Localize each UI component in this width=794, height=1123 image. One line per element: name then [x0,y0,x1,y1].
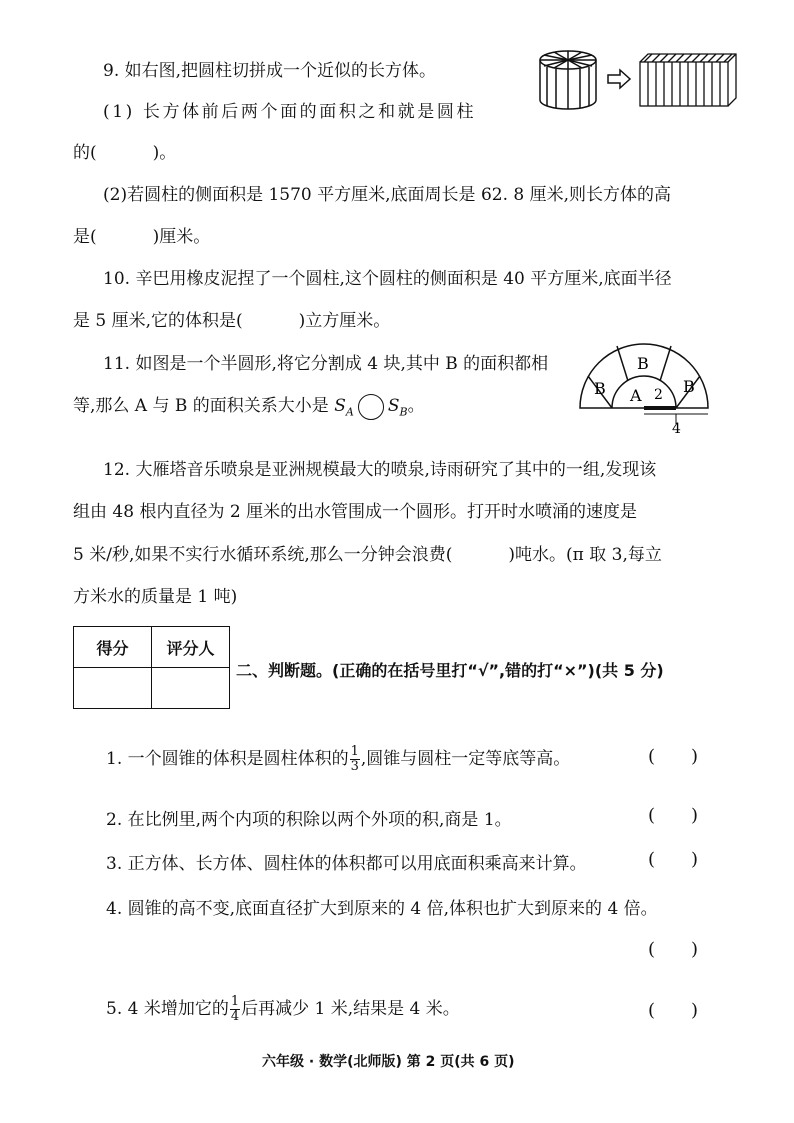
label-a: A [630,386,642,405]
label-radius-inner: 2 [654,387,663,403]
grader-cell[interactable] [152,668,230,709]
q9-part2-line1: (2)若圆柱的侧面积是 1570 平方厘米,底面周长是 62. 8 厘米,则长方体的高 [103,185,672,205]
score-cell[interactable] [74,668,152,709]
arrow-right-icon [608,70,630,88]
judge-q1-answer[interactable]: ( ) [648,746,699,767]
judge-q3-answer[interactable]: ( ) [648,849,699,870]
q9-part2-pre: 是( [73,227,97,247]
cylinder-icon [540,51,596,109]
q9-part2-line2 [73,222,210,247]
q9-part1-pre: 的( [73,143,97,163]
grader-header: 评分人 [152,627,230,668]
q11-line2 [73,391,425,420]
q12-line3 [73,540,662,565]
compare-circle[interactable] [358,394,384,420]
score-header: 得分 [74,627,152,668]
section2-title: 二、判断题。(正确的在括号里打“√”,错的打“×”)(共 5 分) [236,661,664,680]
judge-q5-post: 后再减少 1 米,结果是 4 米。 [241,999,460,1019]
judge-q1 [106,744,570,774]
score-table [73,626,230,709]
sa-symbol: $S_A$ [334,396,354,419]
q10-line2 [73,306,390,331]
q9-part1-post: )。 [152,143,177,163]
fraction-one-quarter: $\frac{1}{4}$ [230,994,240,1024]
q11-post: 。 [407,396,425,416]
label-radius-outer: 4 [672,421,681,434]
cylinder-to-cuboid-figure [538,48,738,110]
label-b-left: B [594,379,606,398]
q10-pre: 是 5 厘米,它的体积是( [73,311,243,331]
judge-q3: 3. 正方体、长方体、圆柱体的体积都可以用底面积乘高来计算。 [106,854,587,874]
page-footer: 六年级 · 数学(北师版) 第 2 页(共 6 页) [262,1054,515,1070]
judge-q5-answer[interactable]: ( ) [648,1000,699,1021]
q11-line1: 11. 如图是一个半圆形,将它分割成 4 块,其中 B 的面积都相 [103,354,549,374]
q10-line1: 10. 辛巴用橡皮泥捏了一个圆柱,这个圆柱的侧面积是 40 平方厘米,底面半径 [103,269,672,289]
label-b-top: B [637,354,649,373]
q11-pre: 等,那么 A 与 B 的面积关系大小是 [73,396,335,416]
q9-part1-line1: (1) 长方体前后两个面的面积之和就是圆柱 [103,102,477,122]
fraction-one-third: $\frac{1}{3}$ [350,744,359,774]
judge-q4-answer[interactable]: ( ) [648,939,699,960]
q9-line1: 9. 如右图,把圆柱切拼成一个近似的长方体。 [103,61,437,81]
judge-q1-post: ,圆锥与圆柱一定等底等高。 [360,749,571,769]
judge-q2: 2. 在比例里,两个内项的积除以两个外项的积,商是 1。 [106,810,512,830]
q12-post: )吨水。(π 取 3,每立 [508,545,662,565]
q12-line2: 组由 48 根内直径为 2 厘米的出水管围成一个圆形。打开时水喷涌的速度是 [73,502,638,522]
q12-line1: 12. 大雁塔音乐喷泉是亚洲规模最大的喷泉,诗雨研究了其中的一组,发现该 [103,460,657,480]
judge-q5-pre: 5. 4 米增加它的 [106,999,229,1019]
q10-post: )立方厘米。 [298,311,391,331]
q12-pre: 5 米/秒,如果不实行水循环系统,那么一分钟会浪费( [73,545,453,565]
judge-q4: 4. 圆锥的高不变,底面直径扩大到原来的 4 倍,体积也扩大到原来的 4 倍。 [106,899,658,919]
label-b-right: B [683,377,695,396]
q9-part1-line2 [73,138,176,163]
semicircle-figure [576,342,712,434]
sb-symbol: $S_B$ [387,396,408,419]
judge-q2-answer[interactable]: ( ) [648,805,699,826]
cuboid-icon [640,54,736,106]
judge-q5 [106,994,460,1024]
q12-line4: 方米水的质量是 1 吨) [73,587,238,607]
judge-q1-pre: 1. 一个圆锥的体积是圆柱体积的 [106,749,349,769]
q9-part2-post: )厘米。 [152,227,211,247]
